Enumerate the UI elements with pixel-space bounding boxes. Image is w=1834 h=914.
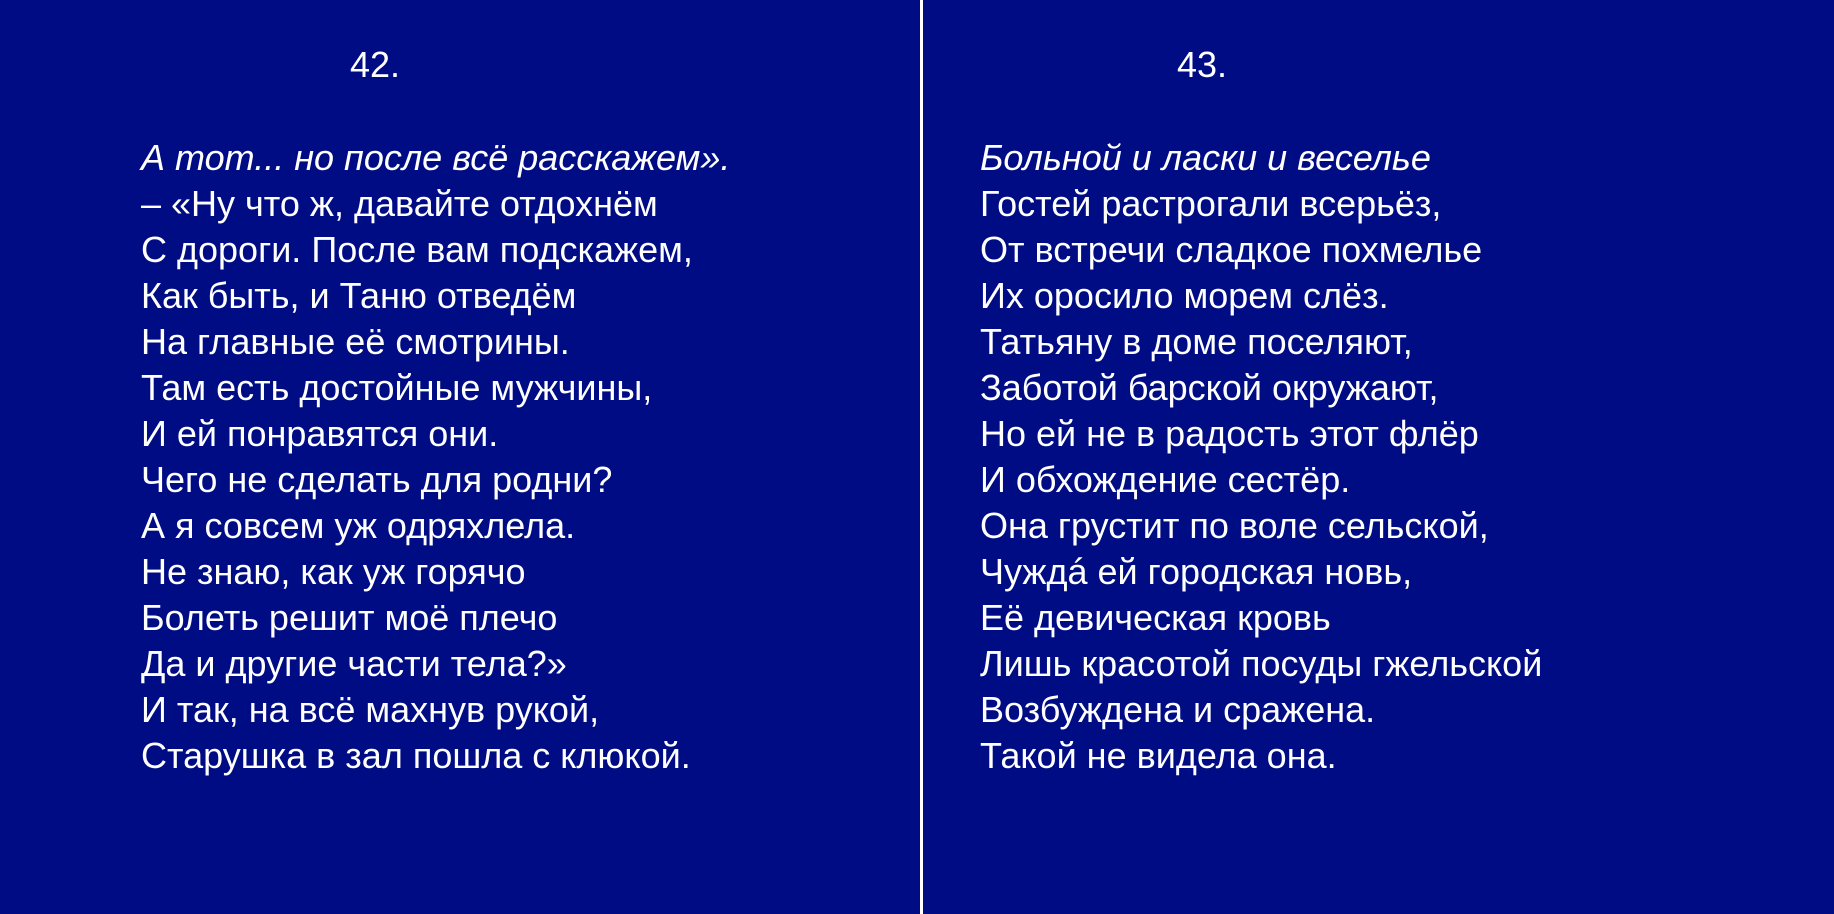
verse-line: А я совсем уж одряхлела. [141,505,576,546]
verse-line: А тот... но после всё расскажем». [141,137,731,178]
verse-line: – «Ну что ж, давайте отдохнём [141,183,658,224]
verse-line: И обхождение сестёр. [980,459,1351,500]
verse-line: От встречи сладкое похмелье [980,229,1483,270]
verse-line: Она грустит по воле сельской, [980,505,1489,546]
verse-line: Её девическая кровь [980,597,1331,638]
verse-line: Заботой барской окружают, [980,367,1439,408]
verse-line: Старушка в зал пошла с клюкой. [141,735,691,776]
verse-line: Возбуждена и сражена. [980,689,1376,730]
verse-line: Не знаю, как уж горячо [141,551,526,592]
verse-line: Лишь красотой посуды гжельской [980,643,1543,684]
verse-line: На главные её смотрины. [141,321,570,362]
verse-line: Да и другие части тела?» [141,643,567,684]
verse-line: Больной и ласки и веселье [980,137,1431,178]
verse-line: Но ей не в радость этот флёр [980,413,1479,454]
verse-line: Там есть достойные мужчины, [141,367,653,408]
verse-line: Их оросило морем слёз. [980,275,1389,316]
verse-line: Такой не видела она. [980,735,1337,776]
verse-line: И так, на всё махнув рукой, [141,689,600,730]
stanza-number-right: 43. [1177,44,1228,85]
verse-line: Чего не сделать для родни? [141,459,613,500]
column-divider [920,0,923,914]
verse-line: Болеть решит моё плечо [141,597,558,638]
stanza-number-left: 42. [350,44,401,85]
stanza-text-right [980,135,1542,779]
verse-line: Чуждá ей городская новь, [980,551,1413,592]
verse-line: Как быть, и Таню отведём [141,275,577,316]
verse-line: Гостей растрогали всерьёз, [980,183,1442,224]
verse-line: Татьяну в доме поселяют, [980,321,1413,362]
verse-line: С дороги. После вам подскажем, [141,229,693,270]
stanza-text-left [141,135,730,779]
verse-line: И ей понравятся они. [141,413,499,454]
